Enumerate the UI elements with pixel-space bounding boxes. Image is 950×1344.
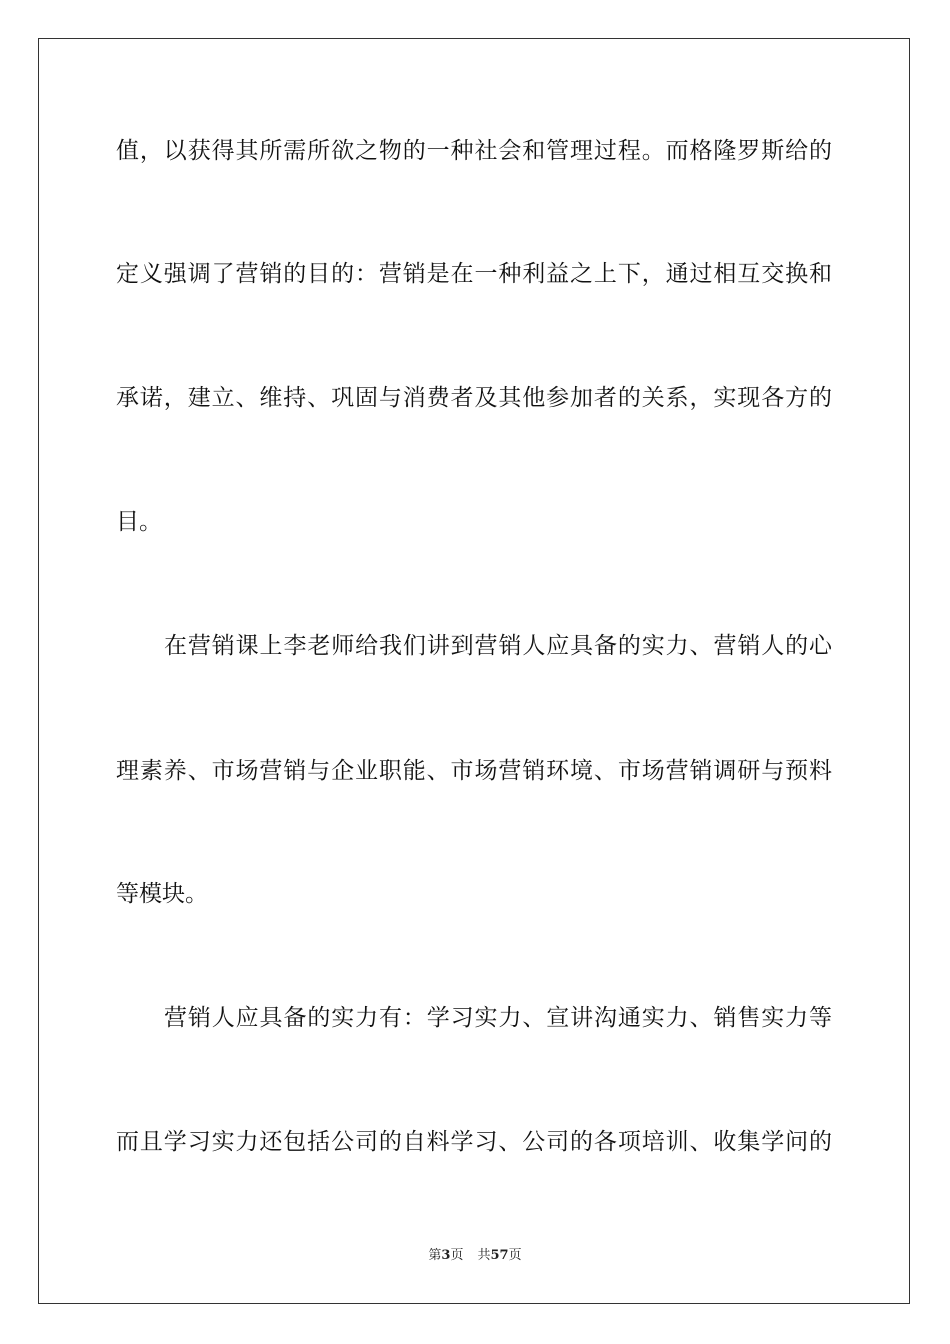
paragraph-line: 而且学习实力还包括公司的自料学习、公司的各项培训、收集学问的 [116, 1129, 832, 1155]
page-number: 3 [441, 1248, 451, 1263]
paragraph-line: 在营销课上李老师给我们讲到营销人应具备的实力、营销人的心 [164, 633, 832, 659]
page-suffix: 页 [450, 1248, 464, 1263]
total-pages: 57 [490, 1248, 509, 1263]
total-prefix: 共 [477, 1248, 491, 1263]
paragraph-line: 理素养、市场营销与企业职能、市场营销环境、市场营销调研与预料 [116, 758, 832, 784]
paragraph-line: 等模块。 [116, 881, 208, 907]
page-border [38, 38, 910, 1304]
paragraph-line: 目。 [116, 509, 162, 535]
paragraph-line: 值，以获得其所需所欲之物的一种社会和管理过程。而格隆罗斯给的 [116, 138, 832, 164]
total-suffix: 页 [508, 1248, 522, 1263]
paragraph-line: 营销人应具备的实力有：学习实力、宣讲沟通实力、销售实力等 [164, 1005, 832, 1031]
paragraph-line: 承诺，建立、维持、巩固与消费者及其他参加者的关系，实现各方的 [116, 385, 832, 411]
page-prefix: 第 [428, 1248, 442, 1263]
page-footer [0, 1248, 950, 1264]
paragraph-line: 定义强调了营销的目的：营销是在一种利益之上下，通过相互交换和 [116, 261, 832, 287]
